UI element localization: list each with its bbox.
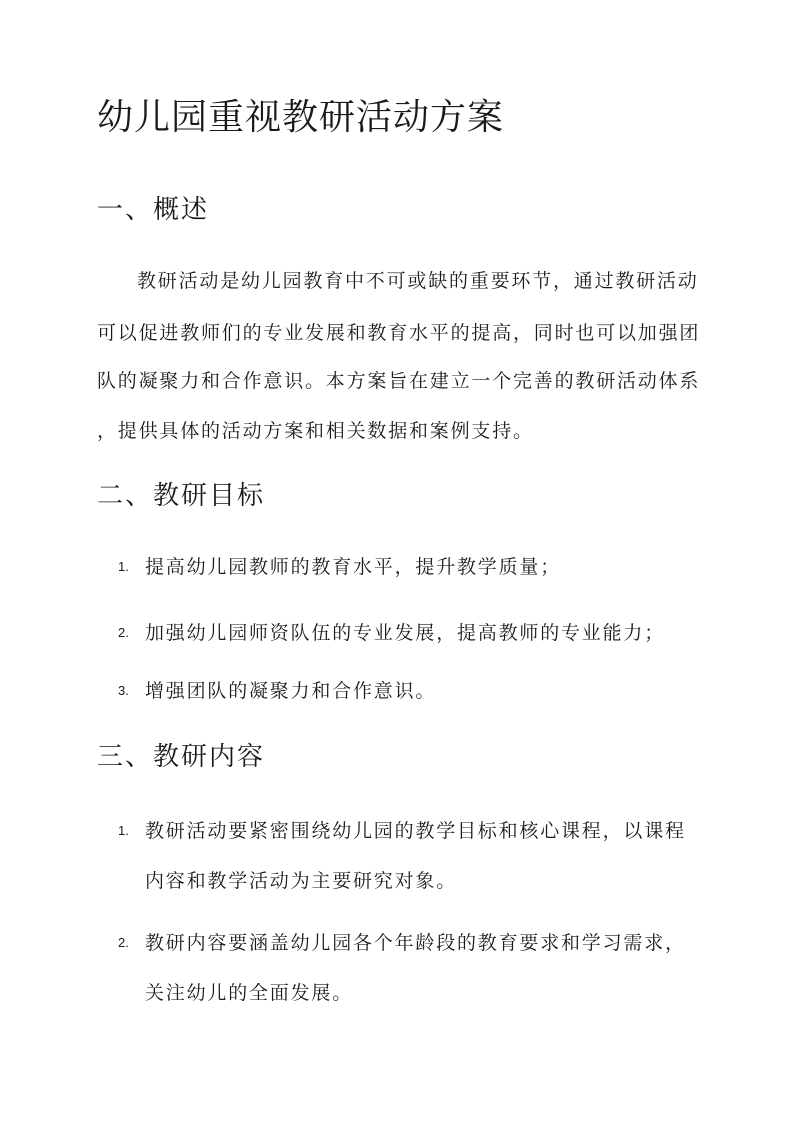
list-item-text: 关注幼儿的全面发展。 <box>145 982 354 1004</box>
list-number: 2. <box>118 935 129 950</box>
document-title: 幼儿园重视教研活动方案 <box>97 97 505 138</box>
list-item-text: 加强幼儿园师资队伍的专业发展，提高教师的专业能力； <box>145 622 666 644</box>
list-item-text: 教研活动要紧密围绕幼儿园的教学目标和核心课程，以课程 <box>145 820 686 842</box>
list-number: 3. <box>118 683 129 698</box>
section-heading-content: 三、教研内容 <box>97 742 266 772</box>
section-heading-goals: 二、教研目标 <box>97 481 266 511</box>
list-item-text: 提高幼儿园教师的教育水平，提升教学质量； <box>145 556 562 578</box>
list-item-text: 内容和教学活动为主要研究对象。 <box>145 870 458 892</box>
section-heading-overview: 一、概述 <box>97 195 210 225</box>
list-item-text: 增强团队的凝聚力和合作意识。 <box>145 680 437 702</box>
list-item-text: 教研内容要涵盖幼儿园各个年龄段的教育要求和学习需求， <box>145 932 686 954</box>
paragraph-line: ，提供具体的活动方案和相关数据和案例支持。 <box>97 420 534 442</box>
paragraph-line: 队的凝聚力和合作意识。本方案旨在建立一个完善的教研活动体系 <box>97 370 701 392</box>
paragraph-line: 教研活动是幼儿园教育中不可或缺的重要环节，通过教研活动 <box>137 270 699 292</box>
list-number: 1. <box>118 559 129 574</box>
list-number: 2. <box>118 625 129 640</box>
paragraph-line: 可以促进教师们的专业发展和教育水平的提高，同时也可以加强团 <box>97 322 701 344</box>
list-number: 1. <box>118 823 129 838</box>
